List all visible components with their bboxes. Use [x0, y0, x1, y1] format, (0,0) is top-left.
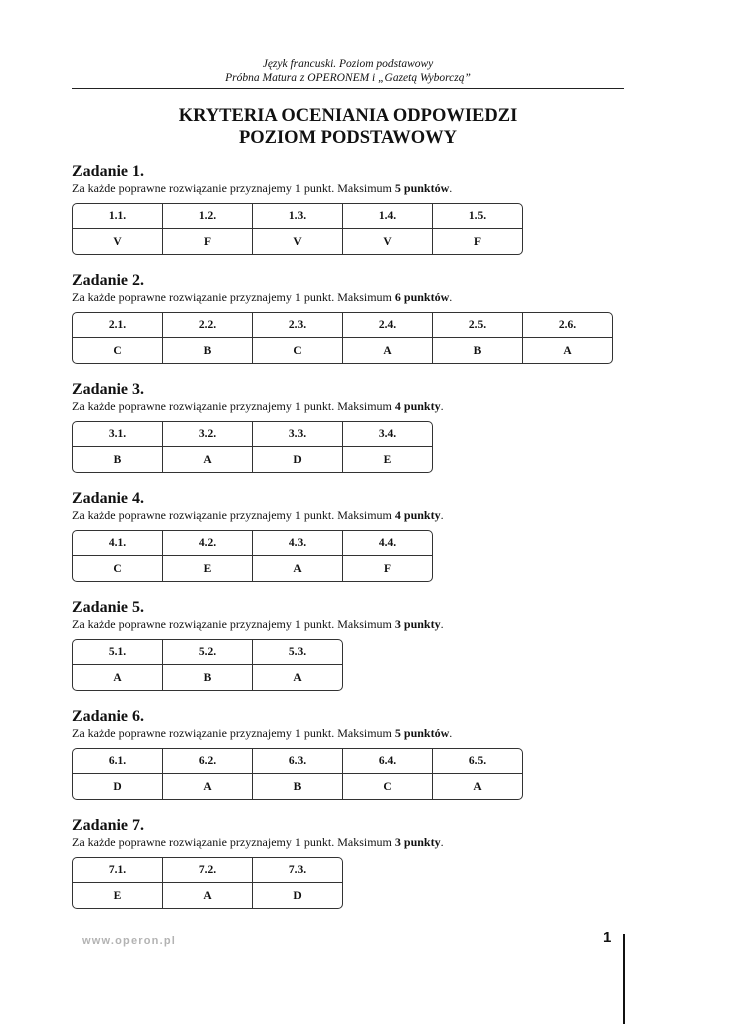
answer-cell: C — [73, 556, 163, 581]
answer-cell: D — [293, 889, 302, 902]
item-number-cell: 7.3. — [253, 858, 342, 883]
answer-key-table — [72, 857, 343, 909]
item-number-cell: 2.2. — [163, 313, 253, 338]
answer-cell: B — [163, 338, 253, 363]
max-points: 4 punkty — [394, 508, 441, 522]
max-points: 3 punkty — [394, 835, 441, 849]
answer-cell: B — [433, 338, 523, 363]
item-number-cell: 6.5. — [433, 749, 522, 774]
scoring-text: Za każde poprawne rozwiązanie przyznajemy 1 punkt. Maksimum — [72, 617, 395, 631]
document-title — [72, 105, 624, 149]
answer-cell: V — [253, 229, 343, 254]
answer-key-table — [72, 748, 523, 800]
max-points: 3 punkty — [394, 617, 441, 631]
answer-cell: E — [383, 453, 392, 466]
item-number-cell: 6.3. — [253, 749, 343, 774]
scoring-text: Za każde poprawne rozwiązanie przyznajemy 1 punkt. Maksimum — [72, 508, 395, 522]
answer-cell: D — [253, 447, 343, 472]
answer-key-table — [72, 530, 433, 582]
task-heading: Zadanie 6. — [72, 708, 145, 725]
task-heading: Zadanie 7. — [72, 817, 145, 834]
answer-cell: A — [163, 774, 253, 799]
task-scoring-note: Za każde poprawne rozwiązanie przyznajemy 1 punkt. Maksimum 3 punkty. — [72, 835, 444, 849]
task-scoring-note: Za każde poprawne rozwiązanie przyznajemy 1 punkt. Maksimum 4 punkty. — [72, 399, 444, 413]
max-points: 5 punktów — [394, 726, 450, 740]
running-header — [72, 57, 624, 85]
max-points: 6 punktów — [394, 290, 450, 304]
task-scoring-note: Za każde poprawne rozwiązanie przyznajemy 1 punkt. Maksimum 5 punktów. — [72, 181, 453, 195]
item-number-cell: 7.1. — [73, 858, 163, 883]
item-number-cell: 5.3. — [253, 640, 342, 665]
task-section-2 — [72, 272, 632, 364]
answer-cell: E — [163, 556, 253, 581]
task-scoring-note: Za każde poprawne rozwiązanie przyznajemy 1 punkt. Maksimum 4 punkty. — [72, 508, 444, 522]
answer-cell: A — [73, 665, 163, 690]
item-number-cell: 1.4. — [343, 204, 433, 229]
item-number-cell: 1.1. — [73, 204, 163, 229]
answer-cell: V — [73, 229, 163, 254]
item-number-cell: 4.4. — [343, 531, 432, 556]
answer-cell: B — [73, 447, 163, 472]
scoring-text: Za każde poprawne rozwiązanie przyznajemy 1 punkt. Maksimum — [72, 399, 395, 413]
item-number-cell: 4.1. — [73, 531, 163, 556]
task-heading: Zadanie 4. — [72, 490, 145, 507]
task-heading: Zadanie 1. — [72, 163, 145, 180]
task-scoring-note: Za każde poprawne rozwiązanie przyznajemy 1 punkt. Maksimum 6 punktów. — [72, 290, 453, 304]
answer-key-table — [72, 312, 613, 364]
scoring-text: Za każde poprawne rozwiązanie przyznajemy 1 punkt. Maksimum — [72, 835, 395, 849]
footer-url: www.operon.pl — [82, 935, 177, 947]
answer-cell: B — [253, 774, 343, 799]
item-number-cell: 5.2. — [163, 640, 253, 665]
item-number-cell: 5.1. — [73, 640, 163, 665]
answer-key-table — [72, 421, 433, 473]
item-number-cell: 2.5. — [433, 313, 523, 338]
title-line-1: KRYTERIA OCENIANIA ODPOWIEDZI — [178, 106, 518, 126]
task-section-4 — [72, 490, 632, 582]
answer-cell: A — [163, 883, 253, 908]
item-number-cell: 4.2. — [163, 531, 253, 556]
item-number-cell: 6.1. — [73, 749, 163, 774]
task-section-1 — [72, 163, 632, 255]
item-number-cell: 1.3. — [253, 204, 343, 229]
answer-cell: C — [253, 338, 343, 363]
title-line-2: POZIOM PODSTAWOWY — [238, 128, 458, 148]
task-section-3 — [72, 381, 632, 473]
max-points: 4 punkty — [394, 399, 441, 413]
item-number-cell: 3.1. — [73, 422, 163, 447]
answer-cell: E — [73, 883, 163, 908]
answer-cell: V — [343, 229, 433, 254]
answer-key-table — [72, 203, 523, 255]
answer-cell: A — [473, 780, 482, 793]
answer-cell: A — [253, 556, 343, 581]
item-number-cell: 6.4. — [343, 749, 433, 774]
item-number-cell: 4.3. — [253, 531, 343, 556]
answer-cell: F — [383, 562, 392, 575]
task-section-5 — [72, 599, 632, 691]
answer-cell: C — [73, 338, 163, 363]
task-heading: Zadanie 5. — [72, 599, 145, 616]
answer-cell: F — [163, 229, 253, 254]
task-heading: Zadanie 2. — [72, 272, 145, 289]
item-number-cell: 1.2. — [163, 204, 253, 229]
header-exam: Próbna Matura z OPERONEM i „Gazetą Wyborczą” — [225, 72, 471, 84]
answer-cell: A — [163, 447, 253, 472]
header-subject: Język francuski. Poziom podstawowy — [262, 58, 434, 70]
answer-cell: A — [343, 338, 433, 363]
item-number-cell: 2.4. — [343, 313, 433, 338]
scoring-text: Za każde poprawne rozwiązanie przyznajemy 1 punkt. Maksimum — [72, 181, 395, 195]
item-number-cell: 6.2. — [163, 749, 253, 774]
scoring-text: Za każde poprawne rozwiązanie przyznajemy 1 punkt. Maksimum — [72, 290, 395, 304]
item-number-cell: 3.3. — [253, 422, 343, 447]
answer-cell: D — [73, 774, 163, 799]
task-heading: Zadanie 3. — [72, 381, 145, 398]
answer-cell: F — [473, 235, 482, 248]
header-rule — [72, 88, 624, 89]
item-number-cell: 3.2. — [163, 422, 253, 447]
item-number-cell: 1.5. — [433, 204, 522, 229]
scoring-text: Za każde poprawne rozwiązanie przyznajemy 1 punkt. Maksimum — [72, 726, 395, 740]
answer-key-table — [72, 639, 343, 691]
task-section-7 — [72, 817, 632, 909]
task-scoring-note: Za każde poprawne rozwiązanie przyznajemy 1 punkt. Maksimum 5 punktów. — [72, 726, 453, 740]
item-number-cell: 7.2. — [163, 858, 253, 883]
answer-cell: A — [293, 671, 302, 684]
task-section-6 — [72, 708, 632, 800]
answer-cell: B — [163, 665, 253, 690]
max-points: 5 punktów — [394, 181, 450, 195]
answer-cell: C — [343, 774, 433, 799]
task-scoring-note: Za każde poprawne rozwiązanie przyznajemy 1 punkt. Maksimum 3 punkty. — [72, 617, 444, 631]
answer-cell: A — [563, 344, 572, 357]
page-number: 1 — [603, 929, 612, 946]
item-number-cell: 2.6. — [523, 313, 612, 338]
page-edge-rule — [623, 934, 625, 1024]
item-number-cell: 3.4. — [343, 422, 432, 447]
item-number-cell: 2.3. — [253, 313, 343, 338]
item-number-cell: 2.1. — [73, 313, 163, 338]
